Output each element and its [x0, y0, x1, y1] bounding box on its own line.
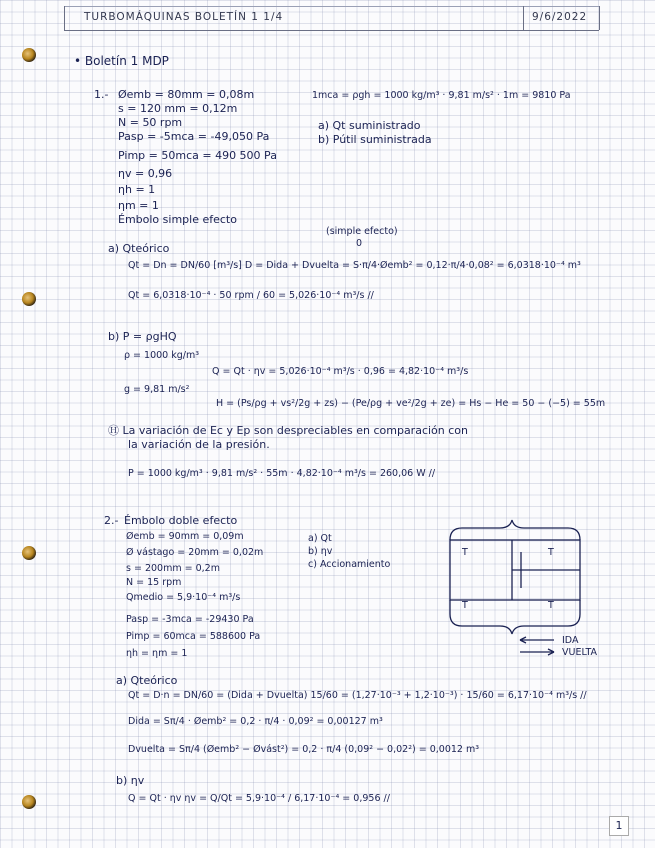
p1-b-h: H = (Ps/ρg + vs²/2g + zs) − (Pe/ρg + ve²/2g + ze) = Hs − He = 50 − (−5) = 55m	[216, 398, 606, 409]
problem1-given: Pasp = -5mca = -49,050 Pa	[118, 130, 270, 143]
p2-b-line: Q = Qt · ηv ηv = Q/Qt = 5,9·10⁻⁴ / 6,17·10⁻⁴ = 0,956 //	[128, 793, 390, 804]
header-date: 9/6/2022	[532, 11, 588, 23]
problem2-question: b) ηv	[308, 546, 333, 557]
p1-a-line2: Qt = 6,0318·10⁻⁴ · 50 rpm / 60 = 5,026·10⁻⁴ m³/s //	[128, 290, 374, 301]
p1-b-rho: ρ = 1000 kg/m³	[124, 350, 200, 361]
section-title: • Boletín 1 MDP	[74, 54, 169, 68]
problem2-number: 2.-	[104, 514, 119, 527]
p2-b-title: b) ηv	[116, 774, 145, 787]
diagram-valve-label: T	[462, 547, 468, 558]
p2-a-line2: Dida = Sπ/4 · Øemb² = 0,2 · π/4 · 0,09² = 0,00127 m³	[128, 716, 383, 727]
problem1-given: ηm = 1	[118, 199, 159, 212]
p1-b-note: la variación de la presión.	[128, 438, 270, 451]
p1-b-power: P = 1000 kg/m³ · 9,81 m/s² · 55m · 4,82·10⁻⁴ m³/s = 260,06 W //	[128, 468, 436, 479]
p2-a-line1: Qt = D·n = DN/60 = (Dida + Dvuelta) 15/60 = (1,27·10⁻³ + 1,2·10⁻³) · 15/60 = 6,17·10⁻⁴ m³/s //	[128, 690, 587, 701]
problem2-given: Ø vástago = 20mm = 0,02m	[126, 547, 264, 558]
diagram-valve-label: T	[548, 600, 554, 611]
problem1-given: Øemb = 80mm = 0,08m	[118, 88, 255, 101]
problem2-given: N = 15 rpm	[126, 577, 182, 588]
diagram-vuelta-label: VUELTA	[562, 647, 598, 658]
p1-b-title: b) P = ρgHQ	[108, 330, 177, 343]
p1-b-q: Q = Qt · ηv = 5,026·10⁻⁴ m³/s · 0,96 = 4,82·10⁻⁴ m³/s	[212, 366, 469, 377]
problem2-pressure: Pasp = -3mca = -29430 Pa	[126, 614, 254, 625]
problem1-given: s = 120 mm = 0,12m	[118, 102, 238, 115]
problem1-given: ηh = 1	[118, 183, 156, 196]
problem2-given: s = 200mm = 0,2m	[126, 563, 220, 574]
page-number: 1	[609, 816, 629, 836]
diagram-valve-label: T	[548, 547, 554, 558]
p1-b-g: g = 9,81 m/s²	[124, 384, 190, 395]
p2-a-title: a) Qteórico	[116, 674, 178, 687]
problem1-given: ηv = 0,96	[118, 167, 173, 180]
problem2-pressure: ηh = ηm = 1	[126, 648, 188, 659]
problem1-question: a) Qt suministrado	[318, 119, 421, 132]
problem1-number: 1.-	[94, 88, 109, 101]
problem1-given: Émbolo simple efecto	[118, 213, 237, 226]
p1-b-note: Ⓗ La variación de Ec y Ep son despreciables en comparación con	[108, 424, 468, 437]
problem2-given: Øemb = 90mm = 0,09m	[126, 531, 244, 542]
problem2-pressure: Pimp = 60mca = 588600 Pa	[126, 631, 261, 642]
diagram-ida-label: IDA	[562, 635, 579, 646]
header-title: TURBOMÁQUINAS BOLETÍN 1 1/4	[84, 11, 284, 23]
simple-efecto-note: (simple efecto)	[326, 226, 398, 237]
zero-note: 0	[356, 238, 363, 249]
problem1-given: N = 50 rpm	[118, 116, 183, 129]
problem2-given: Qmedio = 5,9·10⁻⁴ m³/s	[126, 592, 241, 603]
p2-a-line3: Dvuelta = Sπ/4 (Øemb² − Øvást²) = 0,2 · π/4 (0,09² − 0,02²) = 0,0012 m³	[128, 744, 480, 755]
mca-conversion: 1mca = ρgh = 1000 kg/m³ · 9,81 m/s² · 1m = 9810 Pa	[312, 90, 571, 101]
problem1-question: b) Pútil suministrada	[318, 133, 432, 146]
diagram-valve-label: T	[462, 600, 468, 611]
problem2-title: Émbolo doble efecto	[124, 514, 238, 527]
p1-a-title: a) Qteórico	[108, 242, 170, 255]
p1-a-line1: Qt = Dn = DN/60 [m³/s] D = Dida + Dvuelta = S·π/4·Øemb² = 0,12·π/4·0,08² = 6,0318·10⁻⁴ m³	[128, 260, 581, 271]
problem2-question: a) Qt	[308, 533, 332, 544]
problem2-question: c) Accionamiento	[308, 559, 391, 570]
problem1-given: Pimp = 50mca = 490 500 Pa	[118, 149, 277, 162]
